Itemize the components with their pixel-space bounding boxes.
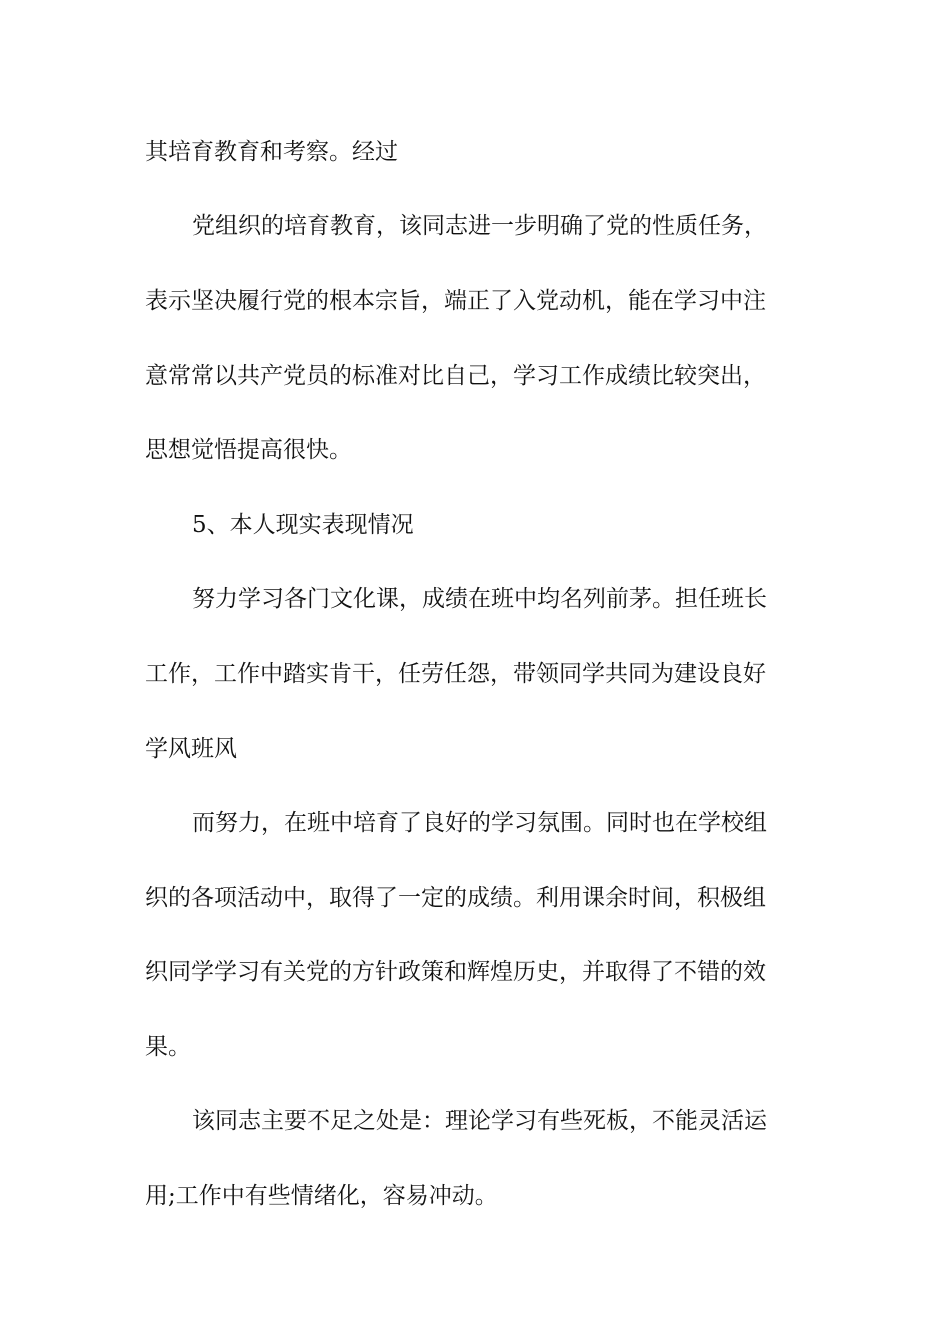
text-line: 其培育教育和考察。经过 xyxy=(145,139,398,165)
text-line: 果。 xyxy=(145,1034,191,1060)
paragraph-start-line: 该同志主要不足之处是：理论学习有些死板，不能灵活运 xyxy=(192,1108,767,1134)
paragraph-start-line: 而努力，在班中培育了良好的学习氛围。同时也在学校组 xyxy=(192,810,767,836)
text-line: 表示坚决履行党的根本宗旨，端正了入党动机，能在学习中注 xyxy=(145,288,766,314)
text-line: 用;工作中有些情绪化，容易冲动。 xyxy=(145,1183,498,1209)
paragraph-start-line: 党组织的培育教育，该同志进一步明确了党的性质任务， xyxy=(192,213,767,239)
text-line: 学风班风 xyxy=(145,736,237,762)
text-line: 织的各项活动中，取得了一定的成绩。利用课余时间，积极组 xyxy=(145,885,766,911)
text-line: 织同学学习有关党的方针政策和辉煌历史，并取得了不错的效 xyxy=(145,959,766,985)
paragraph-start-line: 努力学习各门文化课，成绩在班中均名列前茅。担任班长 xyxy=(192,586,767,612)
text-line: 思想觉悟提高很快。 xyxy=(145,437,352,463)
text-line: 工作，工作中踏实肯干，任劳任怨，带领同学共同为建设良好 xyxy=(145,661,766,687)
text-line: 意常常以共产党员的标准对比自己，学习工作成绩比较突出， xyxy=(145,363,766,389)
section-heading: 5、本人现实表现情况 xyxy=(192,512,414,538)
